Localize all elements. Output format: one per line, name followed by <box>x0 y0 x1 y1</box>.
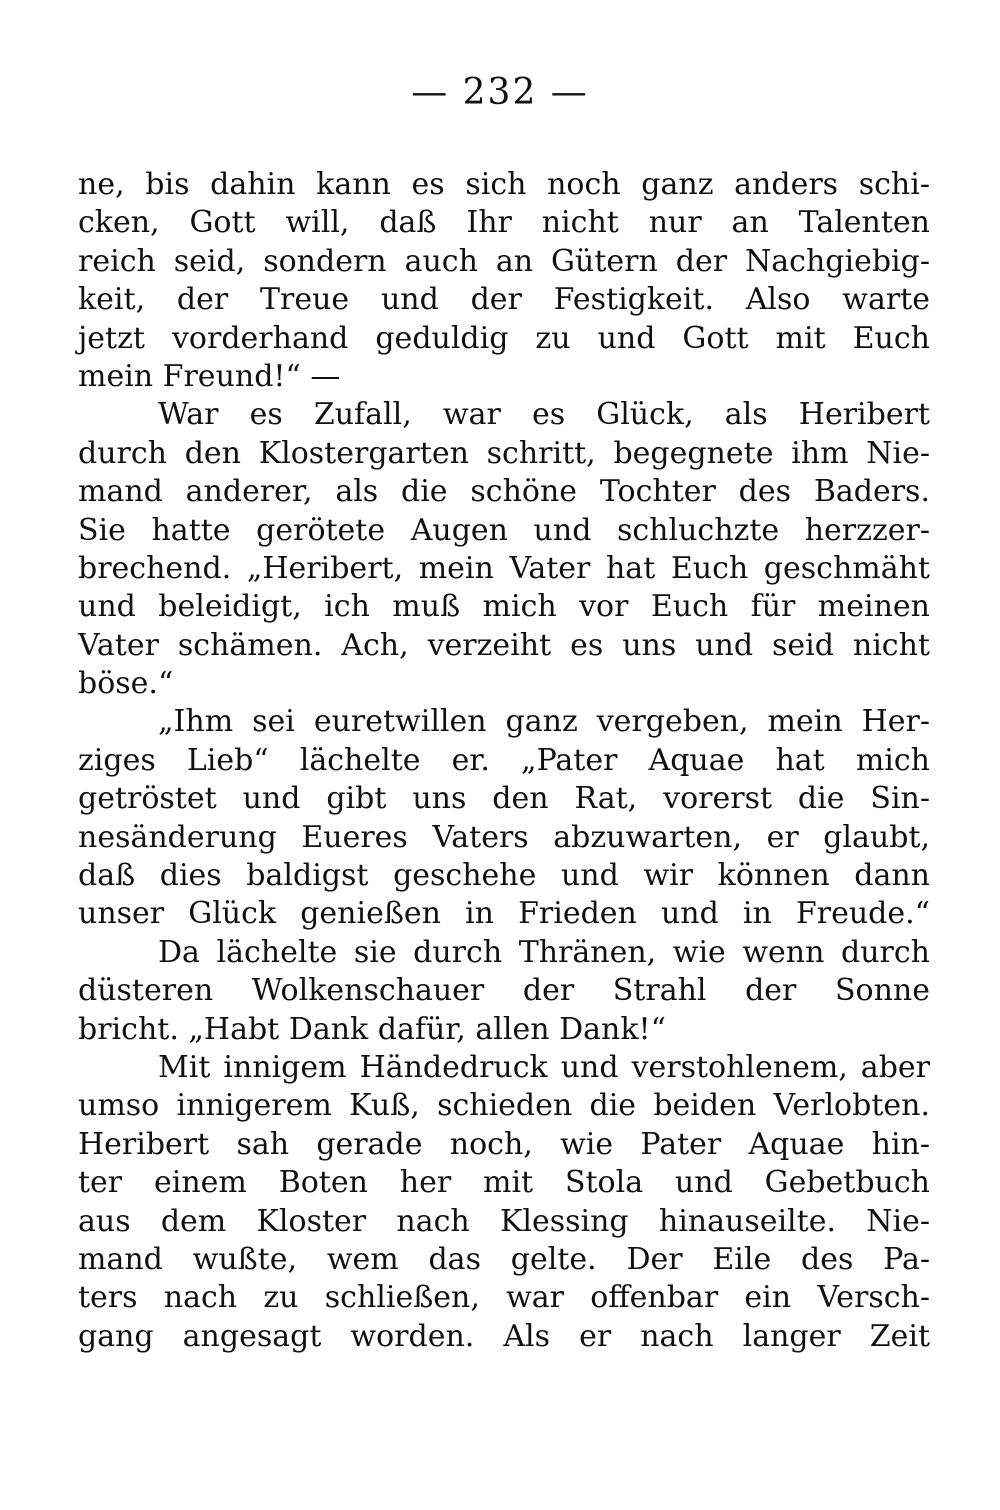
text-line: daß dies baldigst geschehe und wir können dann <box>78 858 930 894</box>
text-line: Sie hatte gerötete Augen und schluchzte herzzer- <box>78 512 930 548</box>
text-line: jetzt vorderhand geduldig zu und Gott mit Euch <box>78 320 930 356</box>
text-line: ne, bis dahin kann es sich noch ganz anders schi- <box>78 167 930 202</box>
text-line: böse.“ <box>78 666 174 702</box>
text-line: gang angesagt worden. Als er nach langer Zeit <box>78 1318 930 1354</box>
text-line: nesänderung Eueres Vaters abzuwarten, er glaubt, <box>78 819 930 855</box>
text-line: reich seid, sondern auch an Gütern der Nachgiebig- <box>78 243 930 279</box>
text-line: bricht. „Habt Dank dafür, allen Dank!“ <box>78 1011 666 1047</box>
text-line: mand anderer, als die schöne Tochter des Baders. <box>78 474 930 510</box>
text-line: mand wußte, wem das gelte. Der Eile des Pa- <box>78 1241 930 1277</box>
text-line: Mit innigem Händedruck und verstohlenem, aber <box>158 1049 930 1085</box>
text-line: unser Glück genießen in Frieden und in Freude.“ <box>78 896 930 932</box>
text-line: ters nach zu schließen, war offenbar ein Versch- <box>78 1280 930 1316</box>
text-line: und beleidigt, ich muß mich vor Euch für meinen <box>78 589 930 625</box>
text-line: keit, der Treue und der Festigkeit. Also warte <box>78 282 930 318</box>
text-line: „Ihm sei euretwillen ganz vergeben, mein Her- <box>158 704 930 740</box>
text-line: durch den Klostergarten schritt, begegnete ihm Nie- <box>78 435 930 471</box>
text-line: umso innigerem Kuß, schieden die beiden Verlobten. <box>78 1088 930 1124</box>
text-line: War es Zufall, war es Glück, als Heribert <box>158 397 930 433</box>
text-line: ziges Lieb“ lächelte er. „Pater Aquae hat mich <box>78 742 930 778</box>
text-line: Da lächelte sie durch Thränen, wie wenn durch <box>158 934 930 970</box>
text-line: brechend. „Heribert, mein Vater hat Euch geschmäht <box>78 550 930 586</box>
text-line: aus dem Kloster nach Klessing hinauseilte. Nie- <box>78 1203 930 1239</box>
body-text <box>78 166 930 1356</box>
page-number: — 232 — <box>411 72 589 113</box>
text-line: Vater schämen. Ach, verzeiht es uns und seid nicht <box>78 627 930 663</box>
text-line: getröstet und gibt uns den Rat, vorerst die Sin- <box>78 781 930 817</box>
text-line: ter einem Boten her mit Stola und Gebetbuch <box>78 1165 930 1201</box>
text-line: düsteren Wolkenschauer der Strahl der Sonne <box>78 973 930 1009</box>
text-line: Heribert sah gerade noch, wie Pater Aquae hin- <box>78 1126 930 1162</box>
text-line: mein Freund!“ — <box>78 358 341 394</box>
text-line: cken, Gott will, daß Ihr nicht nur an Talenten <box>78 205 930 241</box>
